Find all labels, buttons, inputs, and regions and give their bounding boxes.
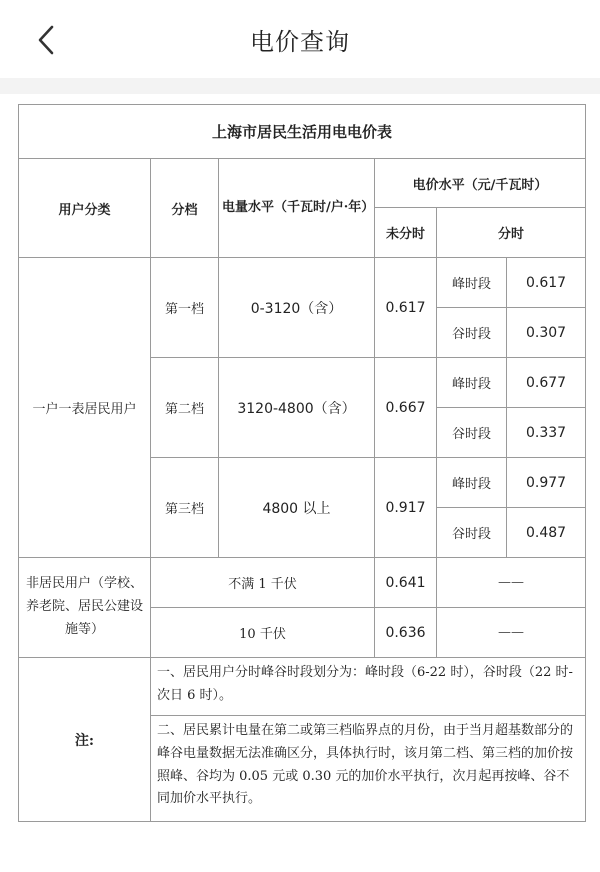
tier-1-peak: 0.617: [507, 258, 586, 308]
tier-1-peak-label: 峰时段: [437, 258, 507, 308]
electricity-price-table: [18, 104, 586, 822]
notes-label: 注:: [19, 658, 151, 822]
tier-2-price: 0.667: [375, 358, 437, 458]
tier-2-peak-label: 峰时段: [437, 358, 507, 408]
tier-3-name: 第三档: [151, 458, 219, 558]
note-2: 二、居民累计电量在第二或第三档临界点的月份，由于当月超基数部分的峰谷电量数据无法准确区分，具体执行时，该月第二档、第三档的加价按照峰、谷均为 0.05 元或 0.30 元的加价水平执行，次月起再按峰、谷不同加价水平执行。: [151, 716, 586, 822]
tier-1-name: 第一档: [151, 258, 219, 358]
header-consumption: 电量水平（千瓦时/户·年）: [219, 159, 375, 258]
tier-2-peak: 0.677: [507, 358, 586, 408]
header-tou: 分时: [437, 208, 586, 258]
residential-category: 一户一表居民用户: [19, 258, 151, 558]
page-title: 电价查询: [250, 28, 350, 56]
non-residential-category: 非居民用户（学校、养老院、居民公建设施等）: [19, 558, 151, 658]
header-divider: [0, 78, 600, 94]
tier-2-valley-label: 谷时段: [437, 408, 507, 458]
tier-3-valley-label: 谷时段: [437, 508, 507, 558]
tier-2-range: 3120-4800（含）: [219, 358, 375, 458]
nonres-row-2-level: 10 千伏: [151, 608, 375, 658]
tier-1-valley-label: 谷时段: [437, 308, 507, 358]
nonres-row-2-tou: ——: [437, 608, 586, 658]
nonres-row-1-level: 不满 1 千伏: [151, 558, 375, 608]
header-category: 用户分类: [19, 159, 151, 258]
header-tier: 分档: [151, 159, 219, 258]
tier-2-name: 第二档: [151, 358, 219, 458]
tier-3-valley: 0.487: [507, 508, 586, 558]
tier-3-range: 4800 以上: [219, 458, 375, 558]
note-1: 一、居民用户分时峰谷时段划分为：峰时段（6-22 时），谷时段（22 时-次日 6 时）。: [151, 658, 586, 716]
nonres-row-1-tou: ——: [437, 558, 586, 608]
tier-1-valley: 0.307: [507, 308, 586, 358]
table-caption: 上海市居民生活用电电价表: [19, 105, 586, 159]
header-non-tou: 未分时: [375, 208, 437, 258]
header-price: 电价水平（元/千瓦时）: [375, 159, 586, 208]
tier-2-valley: 0.337: [507, 408, 586, 458]
tier-3-price: 0.917: [375, 458, 437, 558]
app-header: [0, 0, 600, 78]
tier-1-price: 0.617: [375, 258, 437, 358]
tier-3-peak-label: 峰时段: [437, 458, 507, 508]
tier-1-range: 0-3120（含）: [219, 258, 375, 358]
tier-3-peak: 0.977: [507, 458, 586, 508]
nonres-row-2-price: 0.636: [375, 608, 437, 658]
nonres-row-1-price: 0.641: [375, 558, 437, 608]
